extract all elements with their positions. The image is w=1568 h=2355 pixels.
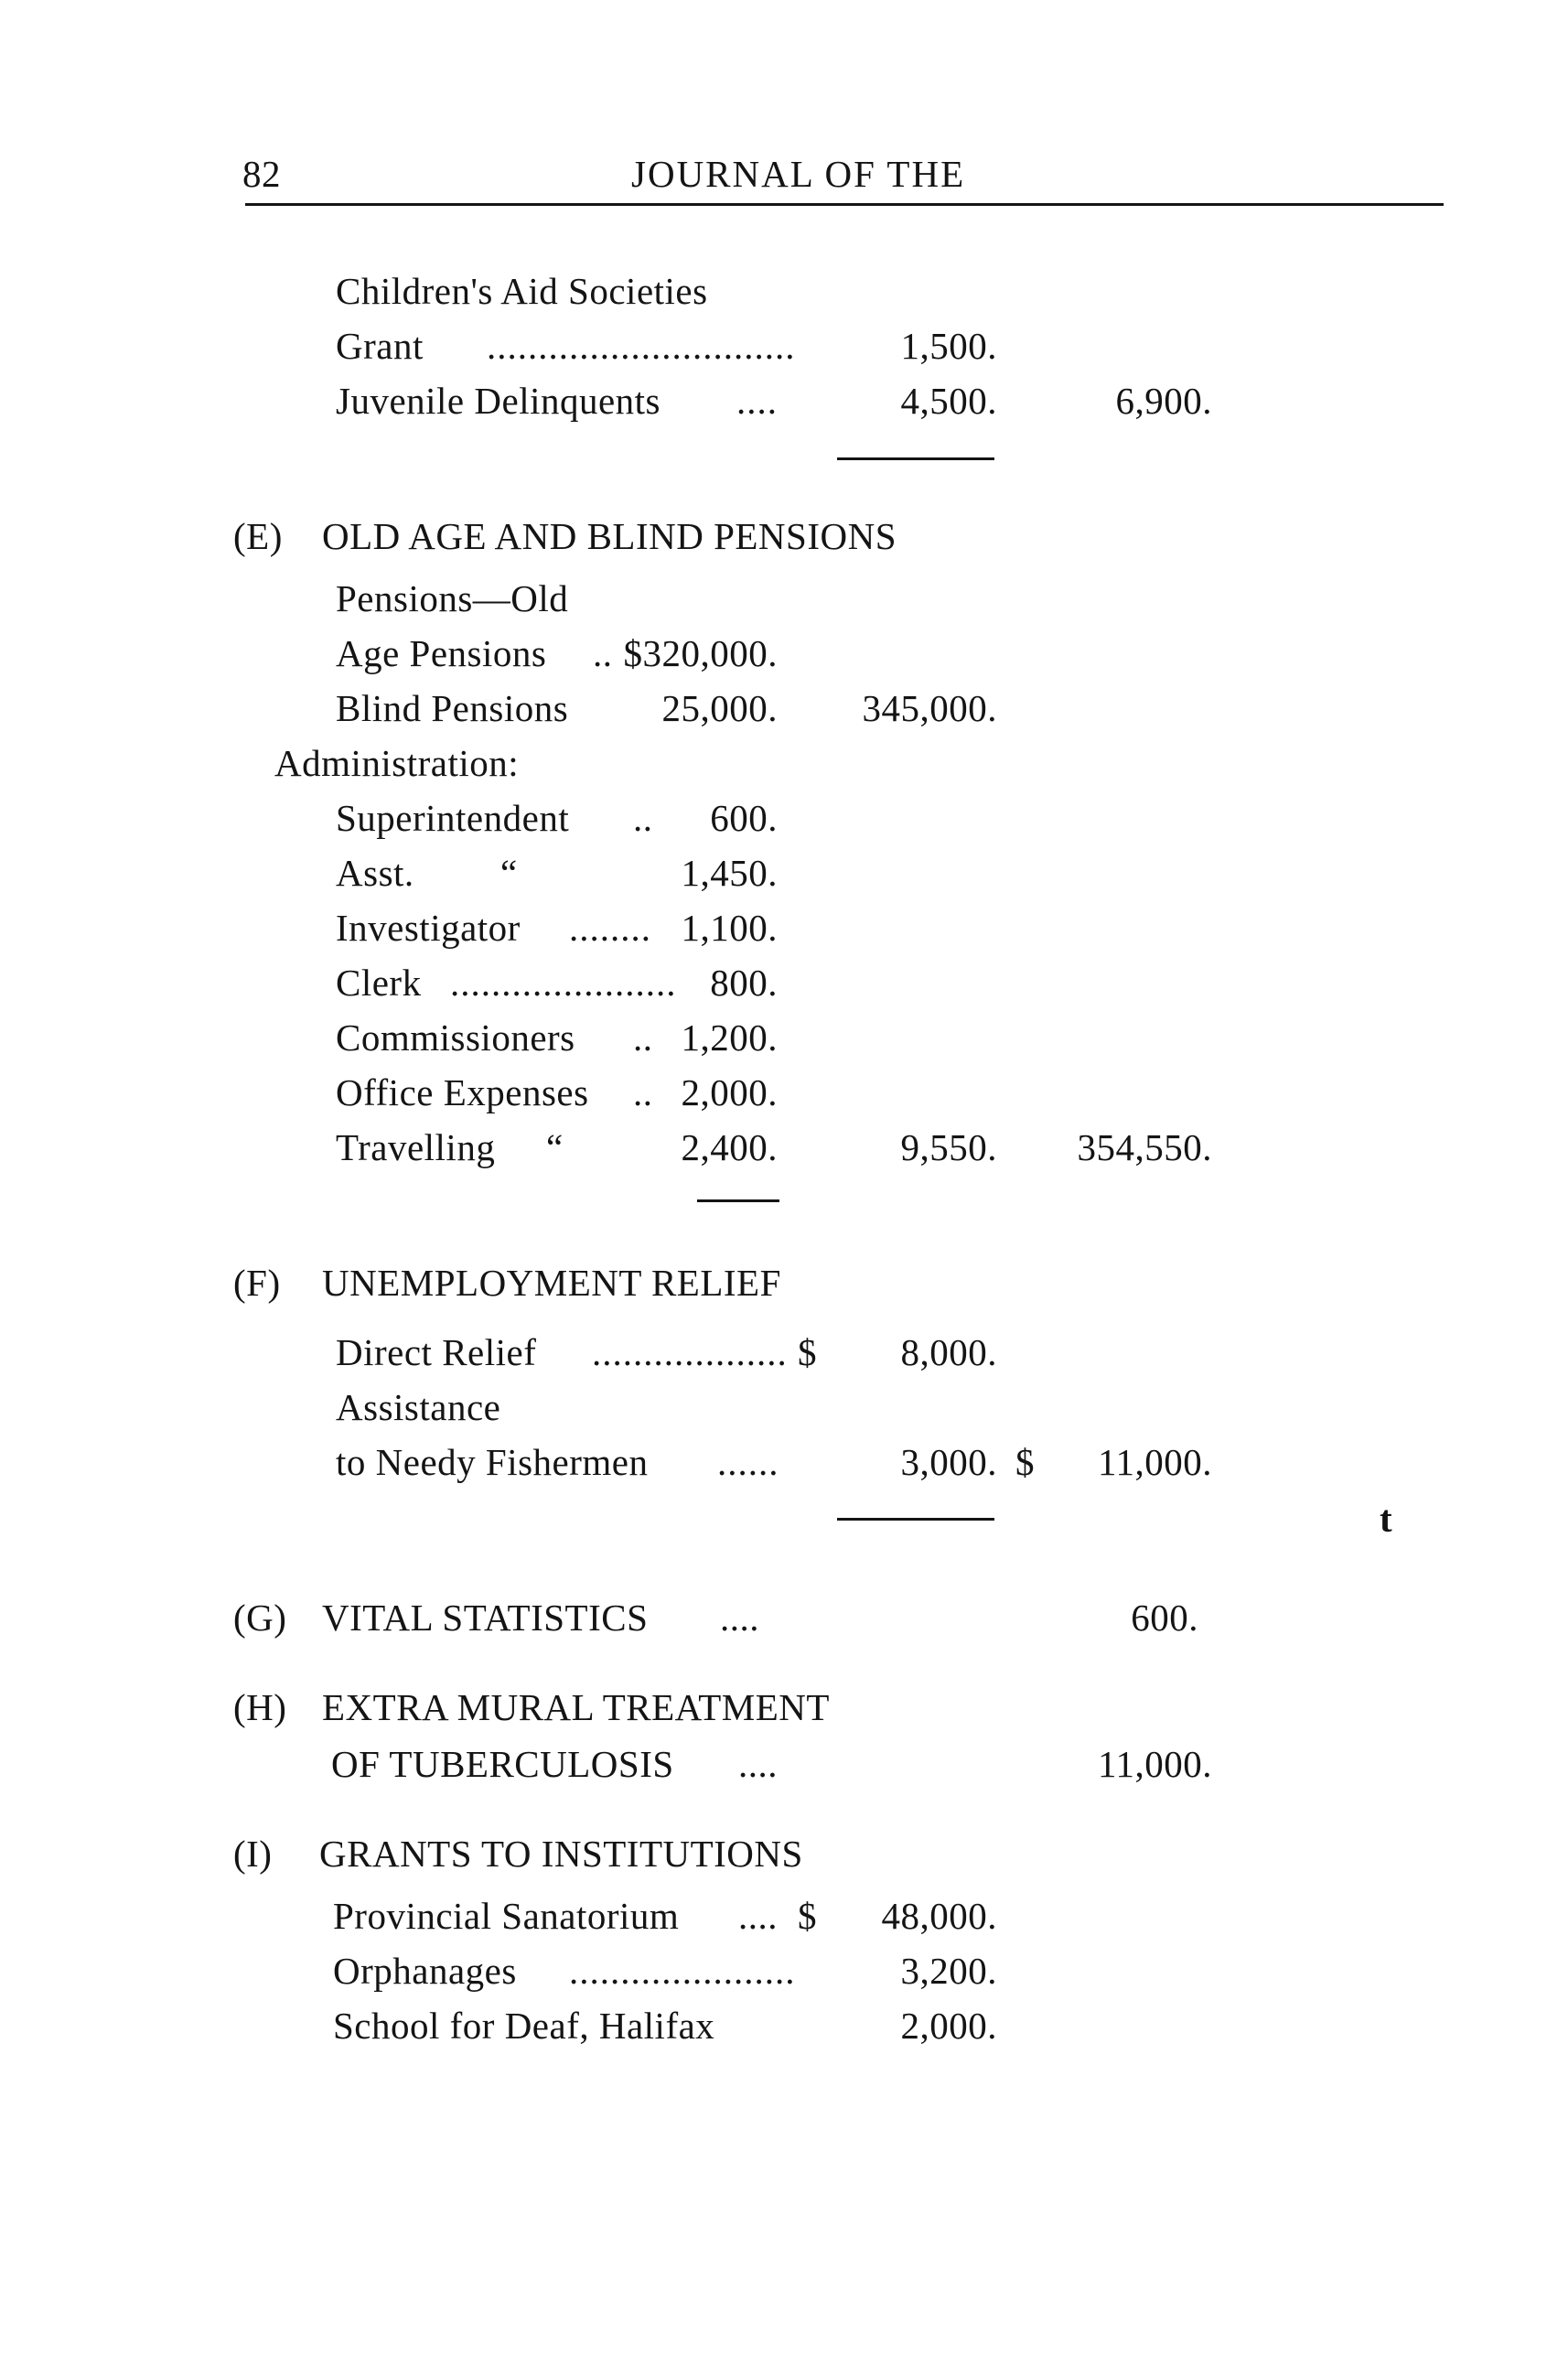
institution-label: Orphanages: [333, 1950, 517, 1992]
admin-item-amount: 800.: [710, 962, 778, 1004]
direct-relief-dollar: $: [798, 1331, 817, 1373]
admin-item-leader: ..: [633, 1016, 653, 1059]
section-e-marker: (E): [233, 515, 283, 557]
stray-mark: t: [1380, 1498, 1393, 1540]
admin-item-label: Travelling: [336, 1126, 496, 1168]
institution-amount: 3,200.: [900, 1950, 997, 1992]
direct-relief-label: Direct Relief: [336, 1331, 537, 1373]
institution-amount: 48,000.: [881, 1895, 997, 1937]
section-f-title: UNEMPLOYMENT RELIEF: [322, 1262, 781, 1304]
section-e-total: 354,550.: [1077, 1126, 1212, 1168]
pensions-subtotal: 345,000.: [862, 687, 997, 729]
section-h-title-line2: OF TUBERCULOSIS: [331, 1743, 674, 1785]
admin-item-amount: 1,200.: [681, 1016, 778, 1059]
administration-heading: Administration:: [274, 742, 520, 784]
blind-pensions-amount: 25,000.: [661, 687, 778, 729]
admin-subtotal-rule: [697, 1199, 779, 1202]
admin-item-label: Clerk: [336, 962, 422, 1004]
juvenile-leader: ....: [736, 380, 778, 422]
assistance-label: Assistance: [336, 1386, 501, 1428]
grant-label: Grant: [336, 325, 424, 367]
section-h-title: EXTRA MURAL TREATMENT: [322, 1686, 830, 1728]
institution-dollar: $: [798, 1895, 817, 1937]
juvenile-amount: 4,500.: [900, 380, 997, 422]
institution-leader: ....: [738, 1895, 778, 1937]
grant-leader: ..............................: [487, 325, 796, 367]
admin-item-leader: “: [500, 852, 518, 894]
subtotal-rule: [837, 457, 994, 460]
admin-item-leader: “: [546, 1126, 564, 1168]
admin-item-amount: 2,000.: [681, 1071, 778, 1113]
juvenile-label: Juvenile Delinquents: [336, 380, 661, 422]
admin-item-leader: ......................: [450, 962, 677, 1004]
grant-amount: 1,500.: [900, 325, 997, 367]
header-rule: [245, 203, 1444, 206]
section-h-total: 11,000.: [1098, 1743, 1212, 1785]
page-number: 82: [242, 153, 281, 195]
needy-fishermen-leader: ......: [717, 1441, 779, 1483]
section-h-marker: (H): [233, 1686, 287, 1728]
admin-item-label: Investigator: [336, 907, 521, 949]
institution-label: School for Deaf, Halifax: [333, 2005, 715, 2047]
admin-item-label: Asst.: [336, 852, 414, 894]
section-g-leader: ....: [720, 1597, 759, 1639]
section-g-total: 600.: [1131, 1597, 1198, 1639]
admin-item-label: Commissioners: [336, 1016, 575, 1059]
admin-item-label: Office Expenses: [336, 1071, 589, 1113]
admin-item-amount: 2,400.: [681, 1126, 778, 1168]
admin-item-amount: 1,100.: [681, 907, 778, 949]
institution-label: Provincial Sanatorium: [333, 1895, 680, 1937]
running-head: JOURNAL OF THE: [631, 153, 966, 195]
section-f-total: 11,000.: [1098, 1441, 1212, 1483]
admin-item-leader: ..: [633, 1071, 653, 1113]
admin-item-leader: ..: [633, 797, 653, 839]
blind-pensions-label: Blind Pensions: [336, 687, 569, 729]
age-pensions-label: Age Pensions: [336, 632, 547, 674]
age-pensions-leader: ..: [593, 632, 613, 674]
needy-fishermen-label: to Needy Fishermen: [336, 1441, 649, 1483]
section-f-marker: (F): [233, 1262, 281, 1304]
direct-relief-leader: ...................: [592, 1331, 788, 1373]
administration-subtotal: 9,550.: [900, 1126, 997, 1168]
admin-item-leader: ........: [569, 907, 651, 949]
admin-item-amount: 600.: [710, 797, 778, 839]
pensions-line: Pensions—Old: [336, 577, 569, 619]
section-i-title: GRANTS TO INSTITUTIONS: [319, 1833, 803, 1875]
needy-fishermen-amount: 3,000.: [900, 1441, 997, 1483]
childrens-aid-heading: Children's Aid Societies: [336, 270, 708, 312]
section-e-title: OLD AGE AND BLIND PENSIONS: [322, 515, 897, 557]
section-g-title: VITAL STATISTICS: [322, 1597, 649, 1639]
section-h-leader: ....: [738, 1743, 778, 1785]
institution-amount: 2,000.: [900, 2005, 997, 2047]
childrens-aid-total: 6,900.: [1115, 380, 1212, 422]
admin-item-label: Superintendent: [336, 797, 570, 839]
section-i-marker: (I): [233, 1833, 273, 1875]
institution-leader: ......................: [569, 1950, 796, 1992]
section-f-total-dollar: $: [1015, 1441, 1035, 1483]
admin-item-amount: 1,450.: [681, 852, 778, 894]
section-f-rule: [837, 1518, 994, 1521]
direct-relief-amount: 8,000.: [900, 1331, 997, 1373]
section-g-marker: (G): [233, 1597, 287, 1639]
age-pensions-amount: $320,000.: [623, 632, 778, 674]
